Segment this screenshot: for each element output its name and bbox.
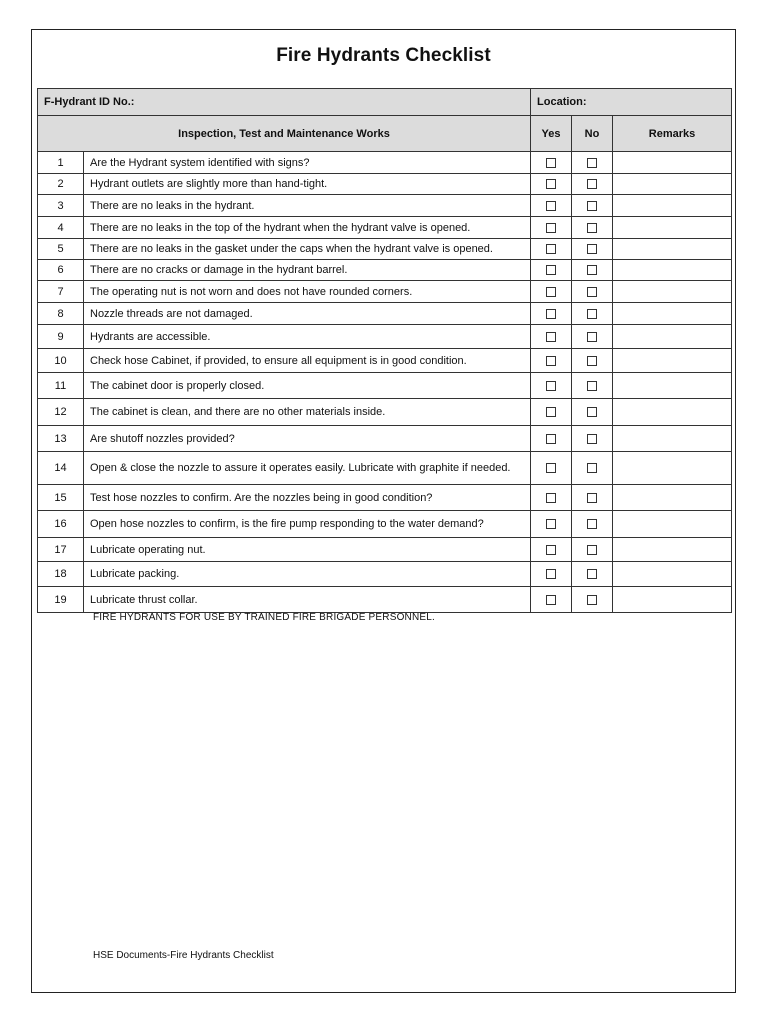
no-cell <box>572 538 613 562</box>
no-cell <box>572 260 613 281</box>
yes-checkbox[interactable] <box>546 223 556 233</box>
table-row <box>38 587 732 613</box>
yes-checkbox[interactable] <box>546 407 556 417</box>
item-number: 13 <box>38 426 84 452</box>
item-number: 8 <box>38 303 84 325</box>
yes-cell <box>531 325 572 349</box>
table-row <box>38 281 732 303</box>
remarks-cell[interactable] <box>613 426 732 452</box>
item-number: 15 <box>38 485 84 511</box>
yes-checkbox[interactable] <box>546 309 556 319</box>
item-description: Open hose nozzles to confirm, is the fire pump responding to the water demand? <box>84 511 531 538</box>
table-row <box>38 217 732 239</box>
location-label: Location: <box>537 96 587 108</box>
id-location-row <box>38 89 732 116</box>
location-field[interactable] <box>531 89 732 116</box>
no-checkbox[interactable] <box>587 223 597 233</box>
yes-cell <box>531 260 572 281</box>
yes-checkbox[interactable] <box>546 201 556 211</box>
remarks-cell[interactable] <box>613 562 732 587</box>
no-checkbox[interactable] <box>587 265 597 275</box>
remarks-cell[interactable] <box>613 174 732 195</box>
yes-checkbox[interactable] <box>546 356 556 366</box>
yes-cell <box>531 562 572 587</box>
checklist-table <box>37 88 732 613</box>
table-row <box>38 485 732 511</box>
item-description: Are the Hydrant system identified with signs? <box>84 152 531 174</box>
remarks-cell[interactable] <box>613 303 732 325</box>
item-number: 19 <box>38 587 84 613</box>
yes-cell <box>531 511 572 538</box>
item-number: 4 <box>38 217 84 239</box>
item-description: Lubricate operating nut. <box>84 538 531 562</box>
no-cell <box>572 303 613 325</box>
no-cell <box>572 562 613 587</box>
item-description: The operating nut is not worn and does not have rounded corners. <box>84 281 531 303</box>
no-cell <box>572 239 613 260</box>
yes-cell <box>531 217 572 239</box>
yes-checkbox[interactable] <box>546 158 556 168</box>
no-cell <box>572 325 613 349</box>
item-description: There are no cracks or damage in the hydrant barrel. <box>84 260 531 281</box>
yes-cell <box>531 281 572 303</box>
no-checkbox[interactable] <box>587 519 597 529</box>
no-cell <box>572 174 613 195</box>
table-row <box>38 152 732 174</box>
yes-cell <box>531 538 572 562</box>
yes-cell <box>531 349 572 373</box>
table-row <box>38 303 732 325</box>
footer-document-name: HSE Documents-Fire Hydrants Checklist <box>93 950 274 961</box>
table-row <box>38 373 732 399</box>
no-checkbox[interactable] <box>587 493 597 503</box>
no-checkbox[interactable] <box>587 287 597 297</box>
item-number: 11 <box>38 373 84 399</box>
no-checkbox[interactable] <box>587 179 597 189</box>
yes-cell <box>531 174 572 195</box>
item-number: 14 <box>38 452 84 485</box>
yes-column-header: Yes <box>531 116 572 152</box>
no-checkbox[interactable] <box>587 158 597 168</box>
yes-cell <box>531 195 572 217</box>
no-checkbox[interactable] <box>587 569 597 579</box>
item-number: 18 <box>38 562 84 587</box>
table-row <box>38 562 732 587</box>
item-description: Check hose Cabinet, if provided, to ensure all equipment is in good condition. <box>84 349 531 373</box>
item-description: Lubricate packing. <box>84 562 531 587</box>
item-description: Hydrants are accessible. <box>84 325 531 349</box>
yes-cell <box>531 426 572 452</box>
works-column-header: Inspection, Test and Maintenance Works <box>38 116 531 152</box>
yes-checkbox[interactable] <box>546 569 556 579</box>
table-row <box>38 195 732 217</box>
yes-checkbox[interactable] <box>546 244 556 254</box>
remarks-cell[interactable] <box>613 239 732 260</box>
column-header-row <box>38 116 732 152</box>
yes-checkbox[interactable] <box>546 463 556 473</box>
no-cell <box>572 399 613 426</box>
yes-checkbox[interactable] <box>546 265 556 275</box>
no-checkbox[interactable] <box>587 434 597 444</box>
yes-cell <box>531 373 572 399</box>
yes-cell <box>531 485 572 511</box>
yes-checkbox[interactable] <box>546 545 556 555</box>
no-cell <box>572 485 613 511</box>
no-checkbox[interactable] <box>587 595 597 605</box>
item-description: Open & close the nozzle to assure it operates easily. Lubricate with graphite if needed. <box>84 452 531 485</box>
item-number: 2 <box>38 174 84 195</box>
yes-checkbox[interactable] <box>546 332 556 342</box>
item-description: Nozzle threads are not damaged. <box>84 303 531 325</box>
remarks-column-header: Remarks <box>613 116 732 152</box>
item-number: 6 <box>38 260 84 281</box>
table-row <box>38 399 732 426</box>
item-number: 7 <box>38 281 84 303</box>
no-cell <box>572 511 613 538</box>
table-row <box>38 538 732 562</box>
remarks-cell[interactable] <box>613 260 732 281</box>
hydrant-id-label: F-Hydrant ID No.: <box>44 96 135 108</box>
item-number: 17 <box>38 538 84 562</box>
table-row <box>38 260 732 281</box>
no-cell <box>572 426 613 452</box>
no-cell <box>572 349 613 373</box>
item-number: 3 <box>38 195 84 217</box>
no-checkbox[interactable] <box>587 201 597 211</box>
no-cell <box>572 452 613 485</box>
remarks-cell[interactable] <box>613 281 732 303</box>
remarks-cell[interactable] <box>613 349 732 373</box>
item-description: Test hose nozzles to confirm. Are the nozzles being in good condition? <box>84 485 531 511</box>
remarks-cell[interactable] <box>613 511 732 538</box>
item-description: The cabinet door is properly closed. <box>84 373 531 399</box>
table-row <box>38 325 732 349</box>
item-description: Lubricate thrust collar. <box>84 587 531 613</box>
item-description: There are no leaks in the hydrant. <box>84 195 531 217</box>
yes-cell <box>531 399 572 426</box>
remarks-cell[interactable] <box>613 399 732 426</box>
no-checkbox[interactable] <box>587 545 597 555</box>
page-title: Fire Hydrants Checklist <box>276 45 491 66</box>
remarks-cell[interactable] <box>613 485 732 511</box>
table-row <box>38 426 732 452</box>
item-number: 5 <box>38 239 84 260</box>
no-checkbox[interactable] <box>587 407 597 417</box>
remarks-cell[interactable] <box>613 217 732 239</box>
no-checkbox[interactable] <box>587 356 597 366</box>
remarks-cell[interactable] <box>613 373 732 399</box>
yes-cell <box>531 587 572 613</box>
item-description: There are no leaks in the gasket under the caps when the hydrant valve is opened. <box>84 239 531 260</box>
hydrant-id-field[interactable] <box>38 89 531 116</box>
item-description: The cabinet is clean, and there are no other materials inside. <box>84 399 531 426</box>
no-checkbox[interactable] <box>587 244 597 254</box>
yes-cell <box>531 452 572 485</box>
item-number: 10 <box>38 349 84 373</box>
remarks-cell[interactable] <box>613 587 732 613</box>
yes-checkbox[interactable] <box>546 434 556 444</box>
yes-checkbox[interactable] <box>546 287 556 297</box>
remarks-cell[interactable] <box>613 195 732 217</box>
item-number: 9 <box>38 325 84 349</box>
item-description: Are shutoff nozzles provided? <box>84 426 531 452</box>
yes-checkbox[interactable] <box>546 519 556 529</box>
yes-checkbox[interactable] <box>546 381 556 391</box>
no-checkbox[interactable] <box>587 463 597 473</box>
yes-cell <box>531 239 572 260</box>
remarks-cell[interactable] <box>613 538 732 562</box>
item-description: There are no leaks in the top of the hydrant when the hydrant valve is opened. <box>84 217 531 239</box>
table-row <box>38 452 732 485</box>
table-row <box>38 511 732 538</box>
remarks-cell[interactable] <box>613 152 732 174</box>
no-checkbox[interactable] <box>587 309 597 319</box>
yes-checkbox[interactable] <box>546 493 556 503</box>
no-column-header: No <box>572 116 613 152</box>
table-row <box>38 349 732 373</box>
item-number: 16 <box>38 511 84 538</box>
table-row <box>38 239 732 260</box>
no-cell <box>572 587 613 613</box>
no-cell <box>572 373 613 399</box>
yes-checkbox[interactable] <box>546 179 556 189</box>
yes-checkbox[interactable] <box>546 595 556 605</box>
yes-cell <box>531 152 572 174</box>
table-row <box>38 174 732 195</box>
remarks-cell[interactable] <box>613 325 732 349</box>
no-cell <box>572 217 613 239</box>
no-checkbox[interactable] <box>587 332 597 342</box>
item-number: 12 <box>38 399 84 426</box>
no-checkbox[interactable] <box>587 381 597 391</box>
no-cell <box>572 195 613 217</box>
yes-cell <box>531 303 572 325</box>
item-description: Hydrant outlets are slightly more than hand-tight. <box>84 174 531 195</box>
footer-note: FIRE HYDRANTS FOR USE BY TRAINED FIRE BRIGADE PERSONNEL. <box>93 612 436 623</box>
no-cell <box>572 152 613 174</box>
no-cell <box>572 281 613 303</box>
item-number: 1 <box>38 152 84 174</box>
remarks-cell[interactable] <box>613 452 732 485</box>
